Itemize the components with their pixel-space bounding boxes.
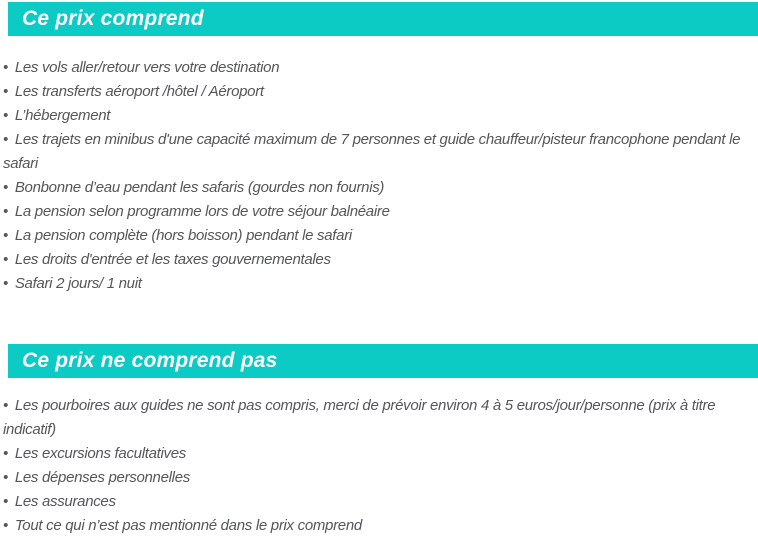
bullet-icon: • — [3, 397, 8, 414]
bullet-icon: • — [3, 131, 8, 148]
list-item: • Les pourboires aux guides ne sont pas compris, merci de prévoir environ 4 à 5 euros/jour/personne (prix à titre indicatif) — [3, 394, 751, 442]
price-excludes-header — [8, 344, 758, 378]
price-includes-header — [8, 2, 758, 36]
list-item: • Les assurances — [3, 490, 751, 514]
bullet-icon: • — [3, 107, 8, 124]
price-includes-list — [3, 56, 752, 296]
list-item: • Safari 2 jours/ 1 nuit — [3, 272, 751, 296]
list-item: • Bonbonne d’eau pendant les safaris (gourdes non fournis) — [3, 176, 751, 200]
bullet-icon: • — [3, 59, 8, 76]
list-item: • Les transferts aéroport /hôtel / Aéroport — [3, 80, 751, 104]
bullet-icon: • — [3, 251, 8, 268]
bullet-icon: • — [3, 517, 8, 534]
bullet-icon: • — [3, 83, 8, 100]
bullet-icon: • — [3, 445, 8, 462]
list-item: • Les trajets en minibus d'une capacité maximum de 7 personnes et guide chauffeur/pisteur francophone pendant le safari — [3, 128, 751, 176]
price-excludes-title: Ce prix ne comprend pas — [22, 349, 278, 372]
list-item: • Les droits d'entrée et les taxes gouvernementales — [3, 248, 751, 272]
price-includes-section — [0, 2, 758, 296]
bullet-icon: • — [3, 179, 8, 196]
price-excludes-section — [0, 344, 758, 538]
list-item: • Tout ce qui n’est pas mentionné dans le prix comprend — [3, 514, 751, 538]
bullet-icon: • — [3, 203, 8, 220]
list-item: • La pension complète (hors boisson) pendant le safari — [3, 224, 751, 248]
price-includes-title: Ce prix comprend — [22, 7, 204, 30]
list-item: • Les dépenses personnelles — [3, 466, 751, 490]
list-item: • La pension selon programme lors de votre séjour balnéaire — [3, 200, 751, 224]
bullet-icon: • — [3, 469, 8, 486]
bullet-icon: • — [3, 227, 8, 244]
price-excludes-list — [3, 394, 752, 538]
bullet-icon: • — [3, 493, 8, 510]
bullet-icon: • — [3, 275, 8, 292]
list-item: • L’hébergement — [3, 104, 751, 128]
list-item: • Les vols aller/retour vers votre destination — [3, 56, 751, 80]
list-item: • Les excursions facultatives — [3, 442, 751, 466]
